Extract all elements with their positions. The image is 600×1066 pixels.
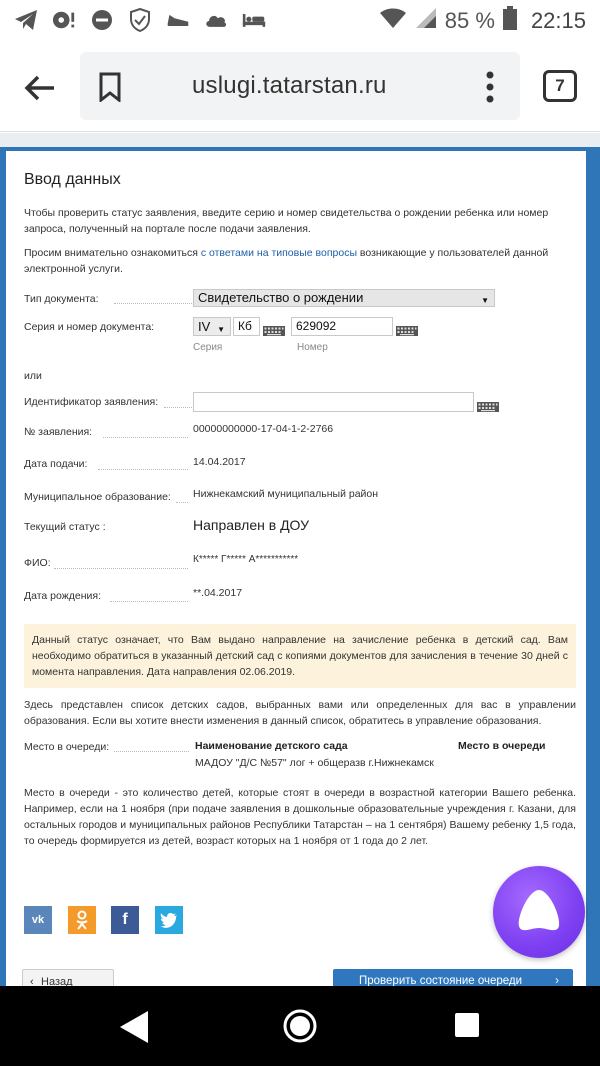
faq-notice-post: возникающие у пользователей данной электронной услуги. — [24, 247, 549, 275]
signal-icon — [415, 7, 437, 35]
series-label: Серия и номер документа: — [24, 321, 155, 333]
facebook-share-label: f — [122, 911, 128, 928]
dotted-leader — [114, 751, 189, 752]
fio-label: ФИО: — [24, 557, 51, 569]
date-value: 14.04.2017 — [193, 456, 246, 468]
dotted-leader — [110, 601, 188, 602]
back-button-label: Назад — [41, 976, 73, 986]
check-queue-button[interactable] — [333, 969, 573, 986]
nav-recents-icon[interactable] — [454, 1012, 480, 1043]
faq-notice — [24, 245, 576, 277]
list-info-text: Здесь представлен список детских садов, выбранных вами или определенных для вас в управлении образования. Если вы хотите внести изменения в данный список, обратитесь в управление образования. — [24, 699, 576, 727]
vk-share-label: vk — [31, 914, 45, 926]
queue-col-name: Наименование детского сада — [195, 740, 348, 752]
back-arrow-icon[interactable] — [20, 68, 60, 108]
bed-icon — [242, 8, 266, 32]
vk-share-icon[interactable] — [24, 906, 52, 934]
series-roman-value: IV — [198, 319, 211, 334]
status-label: Текущий статус : — [24, 521, 106, 533]
series-hint: Серия — [193, 342, 223, 353]
more-menu-icon[interactable] — [480, 70, 500, 104]
facebook-share-icon[interactable] — [111, 906, 139, 934]
back-button[interactable] — [22, 969, 114, 986]
dnd-icon — [90, 8, 114, 32]
dotted-leader — [164, 407, 192, 408]
app-no-value: 00000000000-17-04-1-2-2766 — [193, 423, 334, 435]
fio-value: К***** Г***** А*********** — [193, 554, 299, 565]
doc-type-value: Свидетельство о рождении — [198, 290, 364, 305]
app-id-input[interactable] — [193, 392, 474, 412]
browser-toolbar — [0, 40, 600, 132]
wifi-icon — [379, 7, 407, 35]
series-letters-input[interactable]: Кб — [233, 317, 260, 336]
nav-home-icon[interactable] — [282, 1008, 318, 1049]
system-navigation-bar — [0, 986, 600, 1066]
web-page — [0, 133, 600, 986]
app-id-label: Идентификатор заявления: — [24, 396, 159, 408]
dotted-leader — [176, 502, 188, 503]
check-queue-label: Проверить состояние очереди — [359, 975, 523, 986]
url-bar[interactable] — [80, 52, 520, 120]
faq-notice-pre: Просим внимательно ознакомиться — [24, 247, 201, 259]
bookmark-icon[interactable] — [98, 72, 122, 107]
queue-label: Место в очереди: — [24, 741, 110, 753]
faq-link[interactable]: с ответами на типовые вопросы — [200, 247, 357, 259]
form-panel — [6, 151, 586, 986]
municipality-value: Нижнекамский муниципальный район — [193, 488, 379, 500]
series-roman-select[interactable] — [193, 317, 231, 336]
notification-icons — [14, 8, 266, 32]
or-text: или — [24, 370, 42, 382]
date-label: Дата подачи: — [24, 458, 88, 470]
nav-back-icon[interactable] — [118, 1010, 150, 1049]
telegram-icon — [14, 8, 38, 32]
doc-type-select[interactable] — [193, 289, 495, 307]
shoe-icon — [166, 8, 190, 32]
status-right — [379, 6, 586, 36]
tabs-switcher-button[interactable]: 7 — [543, 70, 577, 102]
number-input[interactable]: 629092 — [291, 317, 393, 336]
queue-col-place: Место в очереди — [458, 740, 546, 752]
chevron-down-icon: ▼ — [481, 296, 489, 305]
assistant-icon — [493, 866, 585, 958]
status-bar — [0, 0, 600, 40]
url-text[interactable]: uslugi.tatarstan.ru — [192, 72, 387, 99]
cloud-icon — [204, 8, 228, 32]
dotted-leader — [98, 469, 188, 470]
battery-icon — [503, 6, 517, 36]
clock: 22:15 — [530, 8, 586, 33]
queue-row-name: МАДОУ "Д/С №57" лог + общеразв г.Нижнекамск — [195, 757, 434, 769]
municipality-label: Муниципальное образование: — [24, 491, 171, 503]
twitter-share-icon[interactable] — [155, 906, 183, 934]
keyboard-icon[interactable] — [477, 399, 499, 409]
battery-percent: 85 % — [444, 8, 495, 33]
frame-border-right — [586, 147, 600, 986]
chevron-left-icon: ‹ — [30, 976, 34, 986]
queue-explain-text: Место в очереди - это количество детей, которые стоят в очереди в возрастной категории Вашего ребенка. Например, если на 1 ноября (при подаче заявления в дошкольные образовательные учреждения г. Казани, для остальных городов и муниципальных районов Республики Татарстан – на 1 сентября) Вашему ребенку 1,5 года, то очередь формируется из детей, возраст которых на 1 ноября от 1 года до 2 лет. — [24, 787, 576, 847]
dotted-leader — [54, 568, 188, 569]
birth-value: **.04.2017 — [193, 587, 243, 599]
alarm-icon — [52, 8, 76, 32]
number-hint: Номер — [297, 342, 328, 353]
status-notice: Данный статус означает, что Вам выдано направление на зачисление ребенка в детский сад. Вам необходимо обратиться в указанный детский сад с копиями документов для зачисления в течение 30 дней с момента направления. Дата направления 02.06.2019. — [24, 624, 576, 688]
keyboard-icon[interactable] — [263, 323, 285, 333]
birth-label: Дата рождения: — [24, 590, 101, 602]
chevron-down-icon: ▼ — [217, 325, 225, 334]
doc-type-label: Тип документа: — [24, 293, 99, 305]
page-title: Ввод данных — [24, 171, 121, 188]
status-value: Направлен в ДОУ — [193, 517, 310, 533]
dotted-leader — [114, 303, 192, 304]
assistant-button[interactable] — [493, 866, 585, 958]
ok-share-icon[interactable] — [68, 906, 96, 934]
app-no-label: № заявления: — [24, 426, 93, 438]
keyboard-icon[interactable] — [396, 323, 418, 333]
intro-text: Чтобы проверить статус заявления, введите серию и номер свидетельства о рождении ребенка или номер запроса, полученный на портале после подачи заявления. — [24, 207, 549, 235]
shield-icon — [128, 8, 152, 32]
chevron-right-icon: › — [555, 975, 559, 986]
dotted-leader — [103, 437, 188, 438]
